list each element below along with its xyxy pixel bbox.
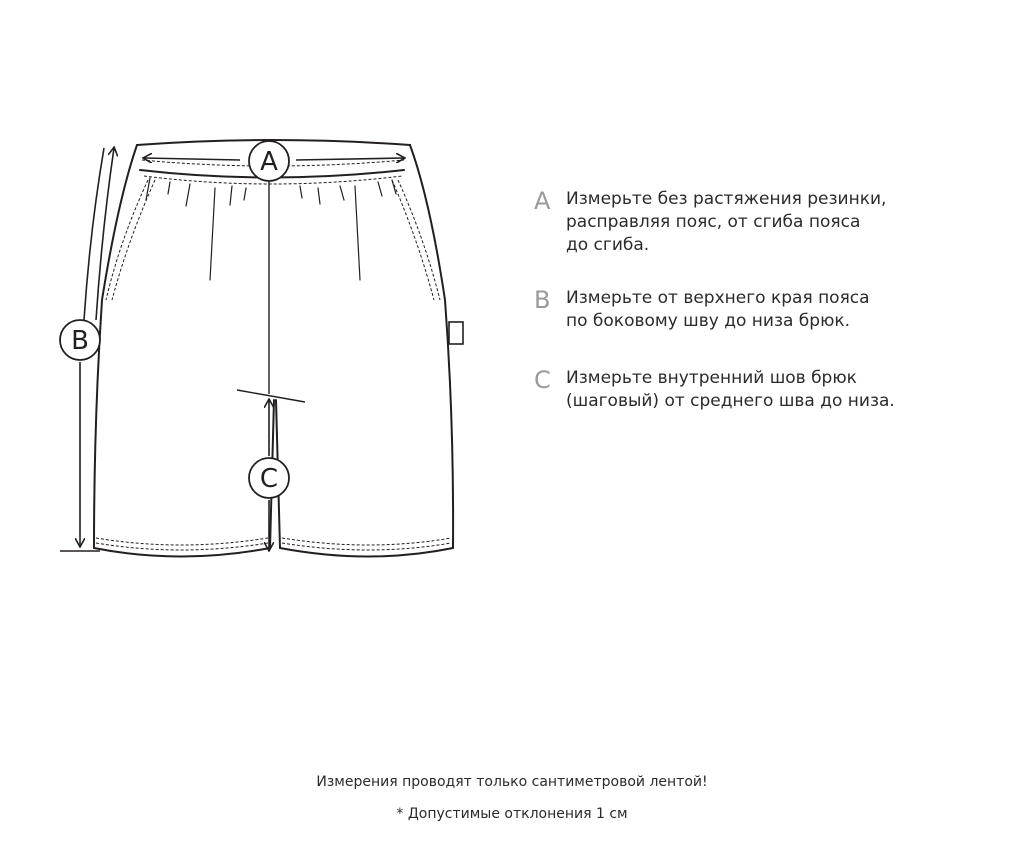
instruction-c-letter: C xyxy=(534,366,551,394)
instruction-b xyxy=(534,287,1004,333)
instruction-a-text: Измерьте без растяжения резинки, расправляя пояс, от сгиба пояса до сгиба. xyxy=(566,189,887,255)
instruction-c xyxy=(534,367,1004,413)
side-label-tag xyxy=(449,322,463,344)
measurement-instructions xyxy=(534,188,1004,443)
badge-a xyxy=(249,141,289,181)
badge-c xyxy=(249,458,289,498)
gather-creases xyxy=(146,178,396,280)
footer-tolerance: * Допустимые отклонения 1 см xyxy=(396,806,628,822)
instruction-a xyxy=(534,188,1004,257)
instruction-b-text: Измерьте от верхнего края пояса по боковому шву до низа брюк. xyxy=(566,288,870,331)
instruction-a-letter: A xyxy=(534,187,551,215)
instruction-c-text: Измерьте внутренний шов брюк (шаговый) от среднего шва до низа. xyxy=(566,368,895,411)
badge-a-label: A xyxy=(260,147,278,177)
badge-b xyxy=(60,320,100,360)
instruction-b-letter: B xyxy=(534,286,551,314)
badge-b-label: B xyxy=(71,326,89,356)
badge-c-label: C xyxy=(259,464,279,494)
crotch-marker-line xyxy=(237,390,305,402)
footer-note: Измерения проводят только сантиметровой лентой! xyxy=(316,774,708,790)
